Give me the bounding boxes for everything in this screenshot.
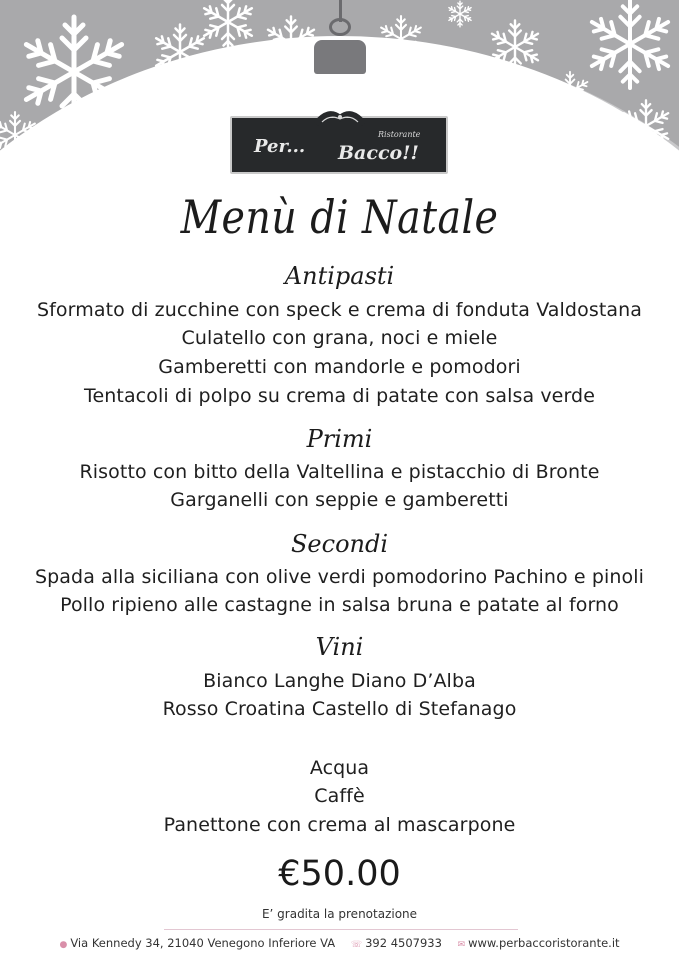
menu-extra: Caffè (314, 785, 365, 807)
ornament-ring (329, 18, 351, 36)
footer-website[interactable]: www.perbaccoristorante.it (468, 936, 620, 950)
snowflake-icon (0, 110, 40, 160)
logo-text-bacco: Bacco!! (338, 142, 419, 164)
snowflake-icon (486, 18, 544, 76)
snowflake-icon (376, 14, 426, 64)
footer-divider (164, 929, 518, 930)
menu-extra: Acqua (309, 757, 370, 779)
snowflake-icon (262, 14, 320, 72)
menu-price: €50.00 (278, 854, 401, 894)
logo-text-per: Per... (254, 136, 306, 157)
menu-item: Pollo ripieno alle castagne in salsa bruna e patate al forno (60, 594, 619, 616)
footer-contacts (0, 936, 679, 950)
phone-icon: ☏ (350, 940, 363, 950)
menu-item: Tentacoli di polpo su crema di patate con salsa verde (83, 385, 595, 407)
reservation-note: E’ gradita la prenotazione (261, 907, 418, 921)
snowflake-icon (582, 0, 678, 92)
snowflake-icon (618, 98, 674, 154)
menu-item: Rosso Croatina Castello di Stefanago (162, 698, 517, 720)
section-heading-antipasti: Antipasti (284, 262, 395, 290)
snowflake-icon (446, 0, 474, 28)
menu-item: Culatello con grana, noci e miele (181, 327, 498, 349)
footer-phone: 392 4507933 (365, 936, 442, 950)
menu-item: Risotto con bitto della Valtellina e pistacchio di Bronte (79, 461, 600, 483)
section-heading-vini: Vini (315, 633, 364, 661)
menu-item: Gamberetti con mandorle e pomodori (158, 356, 521, 378)
mail-icon: ✉ (457, 940, 466, 950)
menu-item: Spada alla siciliana con olive verdi pomodorino Pachino e pinoli (34, 566, 645, 588)
menu-extra: Panettone con crema al mascarpone (163, 814, 516, 836)
snowflake-icon (198, 0, 258, 52)
restaurant-logo (230, 116, 448, 174)
section-heading-primi: Primi (306, 425, 373, 453)
logo-text-ristorante: Ristorante (378, 130, 421, 139)
section-heading-secondi: Secondi (290, 530, 389, 558)
menu-item: Bianco Langhe Diano D’Alba (203, 670, 476, 692)
menu-item: Sformato di zucchine con speck e crema di fonduta Valdostana (36, 299, 642, 321)
menu-title: Menù di Natale (180, 190, 499, 244)
footer-address: Via Kennedy 34, 21040 Venegono Inferiore VA (70, 936, 336, 950)
menu-item: Garganelli con seppie e gamberetti (170, 489, 509, 511)
ornament-cap (314, 40, 366, 74)
logo-ornament-icon (312, 106, 368, 128)
footer-separator (341, 936, 345, 950)
location-pin-icon: ● (59, 940, 68, 950)
footer-separator (448, 936, 452, 950)
